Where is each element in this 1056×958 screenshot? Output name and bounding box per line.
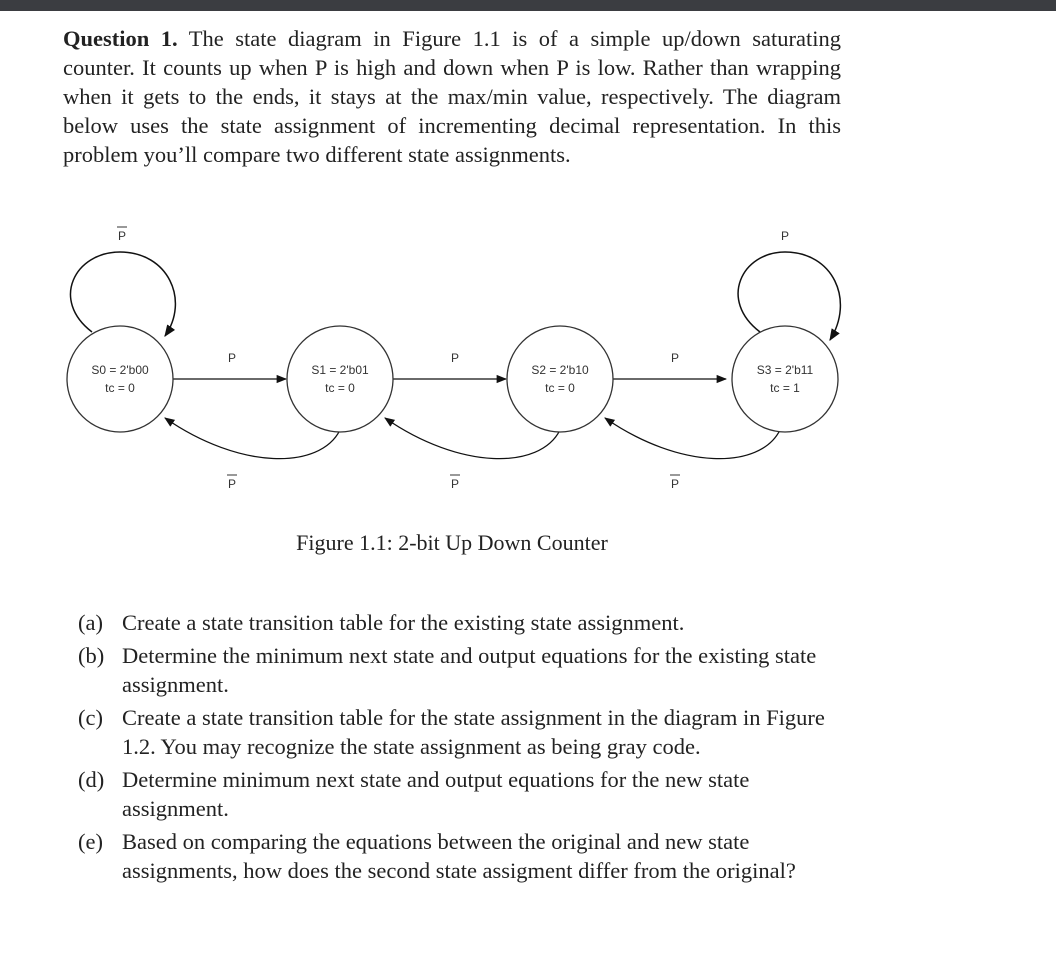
self-loop-s3-label: P [780, 229, 790, 243]
state-circle-s0 [67, 326, 173, 432]
self-loop-s0-label: P [117, 229, 127, 243]
question-label: Question 1. [63, 26, 178, 51]
part-text: Determine the minimum next state and output equations for the existing state assignment. [122, 643, 817, 697]
state-name-s0: S0 = 2'b00 [91, 363, 149, 377]
part-marker: (a) [78, 610, 103, 635]
state-output-s2: tc = 0 [545, 381, 575, 395]
down-label-2: P [450, 477, 460, 491]
question-part [78, 765, 842, 823]
up-label-2: P [450, 351, 460, 365]
part-marker: (e) [78, 829, 103, 854]
down-label-3: P [670, 477, 680, 491]
state-circle-s2 [507, 326, 613, 432]
state-name-s2: S2 = 2'b10 [531, 363, 589, 377]
self-loop-s0 [70, 252, 175, 336]
part-text: Based on comparing the equations between the original and new state assignments, how does the second state assigment differ from the original? [122, 829, 796, 883]
question-parts-list [78, 608, 842, 889]
state-output-s1: tc = 0 [325, 381, 355, 395]
part-text: Create a state transition table for the existing state assignment. [122, 610, 685, 635]
state-circle-s1 [287, 326, 393, 432]
top-bar [0, 0, 1056, 11]
part-text: Determine minimum next state and output equations for the new state assignment. [122, 767, 750, 821]
state-name-s3: S3 = 2'b11 [756, 363, 814, 377]
part-marker: (d) [78, 767, 105, 792]
question-part [78, 608, 842, 637]
state-output-s3: tc = 1 [770, 381, 800, 395]
part-marker: (b) [78, 643, 105, 668]
up-label-3: P [670, 351, 680, 365]
question-part [78, 827, 842, 885]
arrow-s3-s2 [605, 418, 780, 459]
state-diagram [0, 200, 1056, 520]
figure-caption: Figure 1.1: 2-bit Up Down Counter [296, 530, 608, 555]
state-circle-s3 [732, 326, 838, 432]
part-text: Create a state transition table for the state assignment in the diagram in Figure 1.2. You may recognize the state assignment as being gray code. [122, 705, 825, 759]
state-output-s0: tc = 0 [105, 381, 135, 395]
part-marker: (c) [78, 705, 103, 730]
question-text: The state diagram in Figure 1.1 is of a simple up/down saturating counter. It counts up when P is high and down when P is low. Rather than wrapping when it gets to the ends, it stays at the max/min value, respectively. The diagram below uses the state assignment of incrementing decimal representation. In this problem you’ll compare two different state assignments. [63, 26, 842, 167]
question-part [78, 641, 842, 699]
state-name-s1: S1 = 2'b01 [311, 363, 369, 377]
up-label-1: P [227, 351, 237, 365]
question-part [78, 703, 842, 761]
question-paragraph [63, 24, 841, 169]
down-label-1: P [227, 477, 237, 491]
